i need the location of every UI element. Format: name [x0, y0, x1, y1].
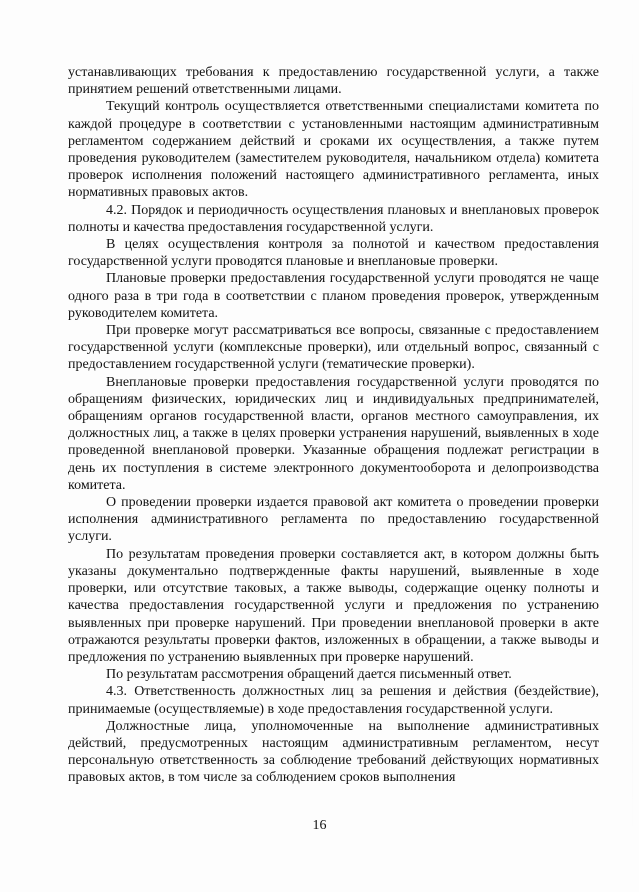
- paragraph-current-control: Текущий контроль осуществляется ответственными специалистами комитета по каждой процедуре в соответствии с установленными настоящим административным регламентом содержанием действий и сроками их осуществления, а также путем проведения руководителем (заместителем руководителя, начальником отдела) комитета проверок исполнения положений настоящего административного регламента, иных нормативных правовых актов.: [68, 99, 599, 201]
- paragraph-planned-checks: Плановые проверки предоставления государственной услуги проводятся не чаще одного раза в три года в соответствии с планом проведения проверок, утвержденным руководителем комитета.: [68, 271, 599, 321]
- paragraph-written-answer: По результатам рассмотрения обращений дается письменный ответ.: [106, 667, 512, 683]
- paragraph-unplanned-checks: Внеплановые проверки предоставления государственной услуги проводятся по обращениям физических, юридических лиц и индивидуальных предпринимателей, обращениям органов государственной власти, органов местного самоуправления, их должностных лиц, а также в целях проверки устранения нарушений, выявленных в ходе проведенной внеплановой проверки. Указанные обращения подлежат регистрации в день их поступления в системе электронного документооборота и делопроизводства комитета.: [68, 374, 599, 493]
- section-heading-4-3: 4.3. Ответственность должностных лиц за решения и действия (бездействие), принимаемые (осуществляемые) в ходе предоставления государственной услуги.: [68, 684, 599, 717]
- paragraph-continuation: устанавливающих требования к предоставлению государственной услуги, а также принятием решений ответственными лицами.: [68, 65, 599, 98]
- paragraph-check-results: По результатам проведения проверки составляется акт, в котором должны быть указаны документально подтвержденные факты нарушений, выявленные в ходе проверки, или отсутствие таковых, а также выводы, содержащие оценку полноты и качества предоставления государственной услуги и предложения по устранению выявленных при проверке нарушений. При проведении внеплановой проверки в акте отражаются результаты проверки фактов, изложенных в обращении, а также выводы и предложения по устранению выявленных при проверке нарушений.: [68, 546, 599, 665]
- scan-edge-shadow: [632, 40, 633, 840]
- document-body: [68, 64, 599, 787]
- paragraph-officials-responsibility: Должностные лица, уполномоченные на выполнение административных действий, предусмотренных настоящим административным регламентом, несут персональную ответственность за соблюдение требований действующих нормативных правовых актов, в том числе за соблюдением сроков выполнения: [68, 718, 599, 786]
- page-number: 16: [312, 818, 327, 833]
- paragraph-legal-act: О проведении проверки издается правовой акт комитета о проведении проверки исполнения административного регламента по предоставлению государственной услуги.: [68, 495, 599, 545]
- section-heading-4-2: 4.2. Порядок и периодичность осуществления плановых и внеплановых проверок полноты и качества предоставления государственной услуги.: [68, 202, 599, 235]
- paragraph-check-scope: При проверке могут рассматриваться все вопросы, связанные с предоставлением государственной услуги (комплексные проверки), или отдельный вопрос, связанный с предоставлением государственной услуги (тематические проверки).: [68, 323, 599, 373]
- paragraph-control-purpose: В целях осуществления контроля за полнотой и качеством предоставления государственной услуги проводятся плановые и внеплановые проверки.: [68, 237, 599, 270]
